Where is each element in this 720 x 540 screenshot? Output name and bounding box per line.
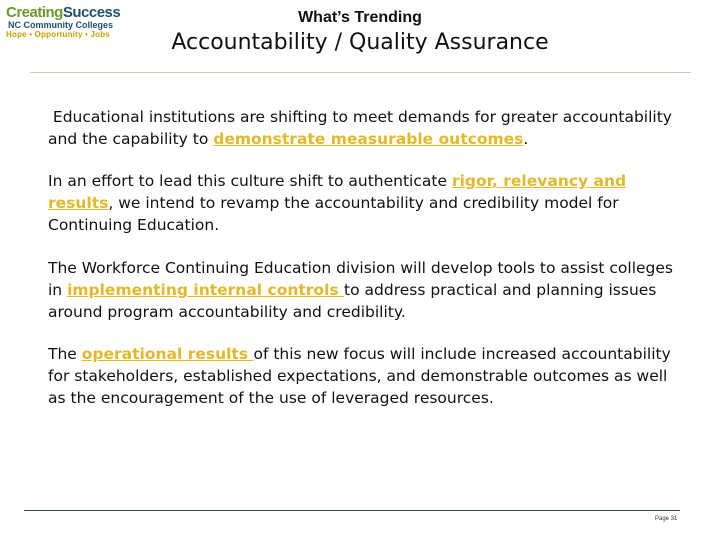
paragraph-1-tail: . (523, 130, 529, 148)
paragraph-3-tail: to address practical and planning issues around program accountability and credibility. (48, 281, 657, 321)
paragraph-4-text: The (48, 345, 82, 363)
header-divider (30, 72, 691, 73)
paragraph-2 (48, 170, 688, 236)
paragraph-1-highlight: demonstrate measurable outcomes (213, 130, 524, 148)
logo-word-creating: Creating (6, 4, 63, 21)
paragraph-2-highlight: rigor, relevancy and results (48, 172, 627, 212)
paragraph-4 (48, 343, 688, 409)
paragraph-1-text: Educational institutions are shifting to meet demands for greater accountability and the capability to (48, 108, 672, 148)
logo-subtitle: NC Community Colleges (8, 20, 114, 30)
paragraph-4-highlight: operational results (81, 345, 254, 363)
section-kicker: What’s Trending (298, 9, 422, 26)
paragraph-2-tail: , we intend to revamp the accountability and credibility model for Continuing Education. (48, 194, 619, 234)
paragraph-1 (48, 106, 688, 150)
logo-word-success: Success (62, 4, 121, 21)
paragraph-4-tail: of this new focus will include increased accountability for stakeholders, established expectations, and demonstrable outcomes as well as the encouragement of the use of leveraged resources. (48, 345, 671, 407)
footer-divider (24, 510, 680, 511)
paragraph-3-highlight: implementing internal controls (67, 281, 345, 299)
paragraph-2-text: In an effort to lead this culture shift to authenticate (48, 172, 452, 190)
page-number: Page 31 (655, 516, 678, 522)
paragraph-3 (48, 257, 688, 323)
logo-tagline: Hope • Opportunity • Jobs (6, 30, 110, 39)
paragraph-3-text: The Workforce Continuing Education division will develop tools to assist colleges in (48, 259, 673, 299)
page-title: Accountability / Quality Assurance (171, 30, 549, 55)
